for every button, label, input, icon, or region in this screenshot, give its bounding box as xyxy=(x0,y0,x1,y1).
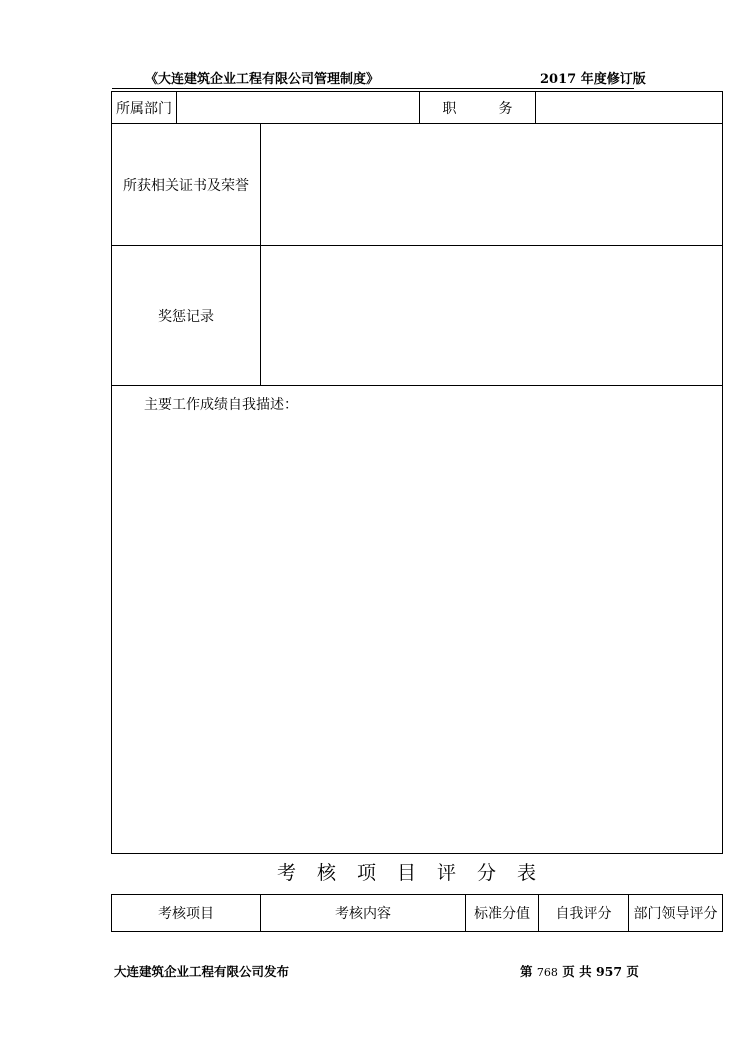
certificates-field[interactable] xyxy=(261,124,722,245)
header-assessment-content: 考核内容 xyxy=(335,906,391,922)
department-field[interactable] xyxy=(177,92,419,123)
page-indicator xyxy=(520,962,639,980)
publisher-note: 大连建筑企业工程有限公司发布 xyxy=(114,964,290,979)
page-suffix: 页 xyxy=(626,964,639,979)
header-self-score: 自我评分 xyxy=(555,906,612,922)
position-label: 职 务 xyxy=(442,100,513,117)
page-prefix: 第 xyxy=(520,964,533,979)
row-divider xyxy=(112,385,722,386)
rewards-field[interactable] xyxy=(261,246,722,385)
document-title: 《大连建筑企业工程有限公司管理制度》 xyxy=(145,72,380,87)
page-mid: 页 共 xyxy=(562,964,592,979)
edition-label: 2017 年度修订版 xyxy=(540,72,646,87)
header-rule xyxy=(112,88,634,89)
position-field[interactable] xyxy=(536,92,722,123)
header-assessment-item: 考核项目 xyxy=(158,906,214,922)
description-field[interactable] xyxy=(112,414,722,852)
page-total: 957 xyxy=(595,964,623,979)
score-table-title: 考核项目评分表 xyxy=(276,862,557,884)
page-current: 768 xyxy=(536,966,558,979)
header-standard-score: 标准分值 xyxy=(474,906,530,922)
description-label: 主要工作成绩自我描述： xyxy=(144,397,298,413)
department-label: 所属部门 xyxy=(116,100,172,117)
header-leader-score: 部门领导评分 xyxy=(633,906,718,922)
rewards-label: 奖惩记录 xyxy=(158,308,214,325)
certificates-label: 所获相关证书及荣誉 xyxy=(123,177,249,194)
